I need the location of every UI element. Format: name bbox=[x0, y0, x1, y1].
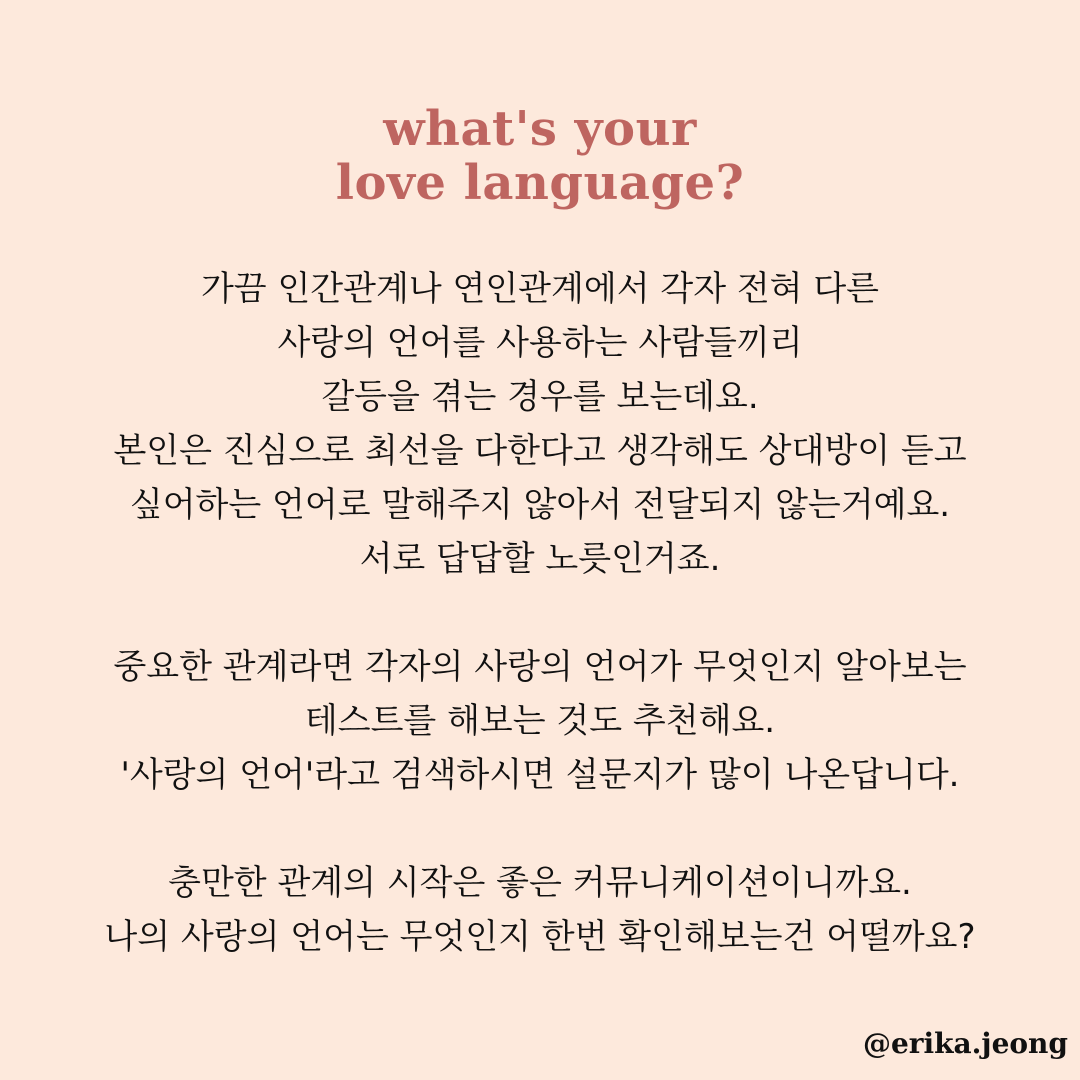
paragraph-gap bbox=[20, 586, 1060, 640]
paragraph-1 bbox=[20, 262, 1060, 586]
post-body bbox=[20, 262, 1060, 964]
paragraph-gap bbox=[20, 802, 1060, 856]
paragraph-2 bbox=[20, 640, 1060, 802]
body-line: 갈등을 겪는 경우를 보는데요. bbox=[321, 377, 759, 417]
title-line-2: love language? bbox=[335, 155, 745, 212]
author-handle: @erika.jeong bbox=[862, 1027, 1068, 1060]
body-line: 가끔 인간관계나 연인관계에서 각자 전혀 다른 bbox=[200, 269, 880, 309]
title-line-1: what's your bbox=[383, 101, 697, 158]
body-line: 테스트를 해보는 것도 추천해요. bbox=[304, 701, 776, 741]
paragraph-3 bbox=[20, 856, 1060, 964]
body-line: '사랑의 언어'라고 검색하시면 설문지가 많이 나온답니다. bbox=[120, 755, 960, 795]
body-line: 나의 사랑의 언어는 무엇인지 한번 확인해보는건 어떨까요? bbox=[104, 917, 976, 957]
body-line: 중요한 관계라면 각자의 사랑의 언어가 무엇인지 알아보는 bbox=[113, 647, 967, 687]
body-line: 서로 답답할 노릇인거죠. bbox=[359, 539, 721, 579]
body-line: 싶어하는 언어로 말해주지 않아서 전달되지 않는거예요. bbox=[129, 485, 951, 525]
body-line: 충만한 관계의 시작은 좋은 커뮤니케이션이니까요. bbox=[168, 863, 912, 903]
body-line: 사랑의 언어를 사용하는 사람들끼리 bbox=[277, 323, 803, 363]
body-line: 본인은 진심으로 최선을 다한다고 생각해도 상대방이 듣고 bbox=[113, 431, 967, 471]
post-title bbox=[0, 102, 1080, 210]
